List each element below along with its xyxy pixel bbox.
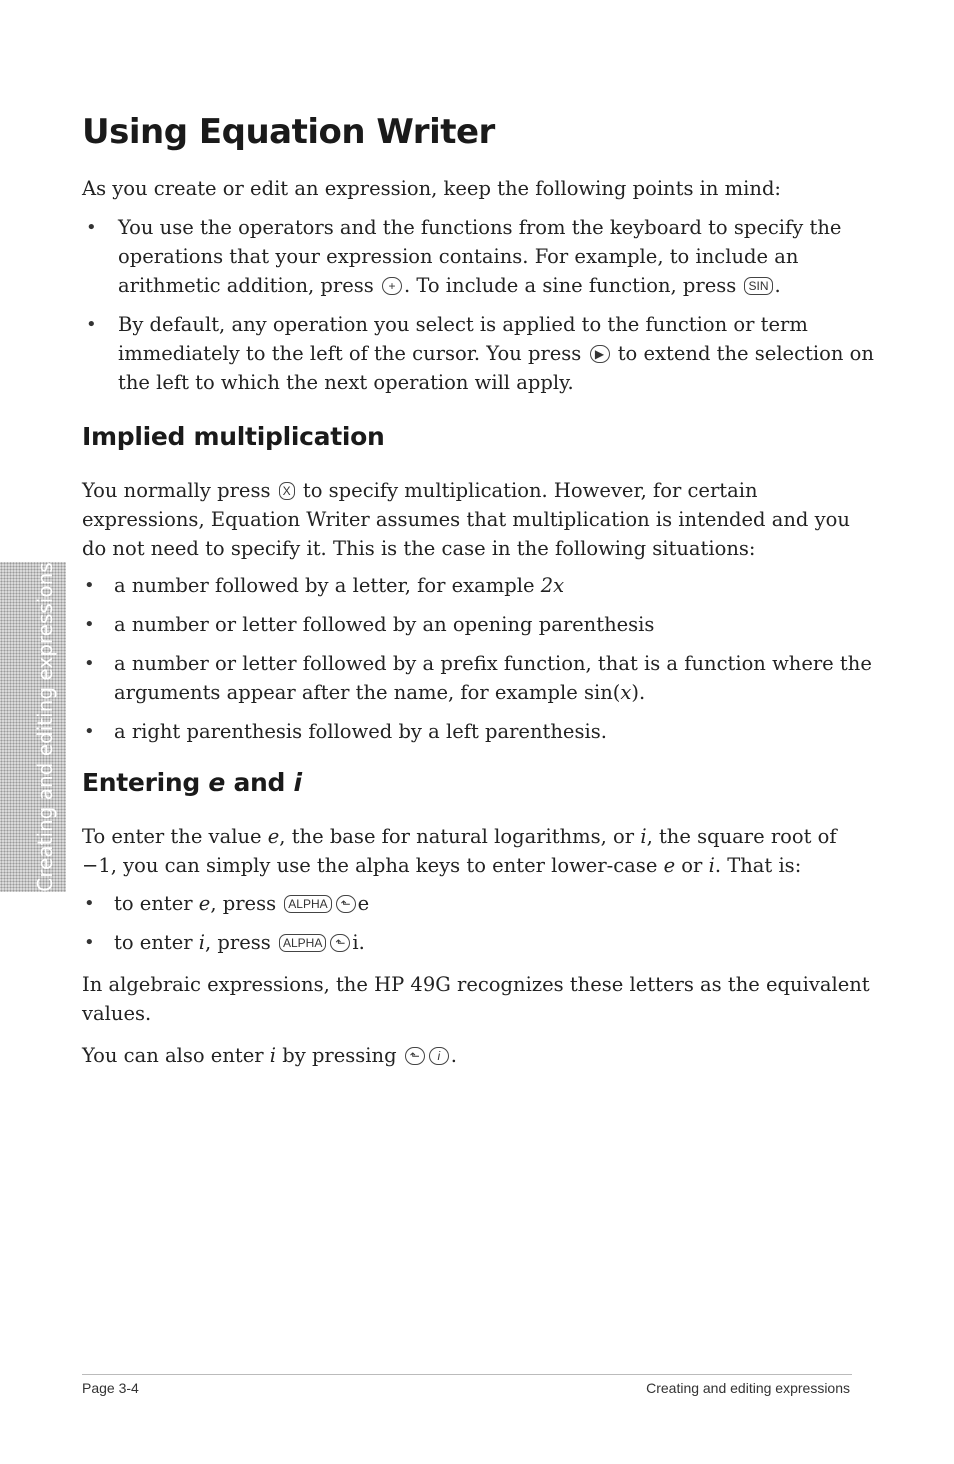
right-arrow-key: ▶ <box>590 345 610 363</box>
page-number: Page 3-4 <box>82 1380 139 1396</box>
list-item: • to enter e, press ALPHA ⬑ e <box>82 889 872 918</box>
footer-chapter-title: Creating and editing expressions <box>646 1380 850 1396</box>
list-item: • a number or letter followed by a prefix function, that is a function where the arguments appear after the name, for example sin(x). <box>82 649 872 707</box>
intro-paragraph <box>82 174 872 203</box>
i-key: i <box>429 1047 449 1065</box>
page-title: Using Equation Writer <box>82 112 495 152</box>
list-item: • You use the operators and the functions from the keyboard to specify the operations that your expression contains. For example, to include an arithmetic addition, press + . To include a sine function, press SIN . <box>84 213 876 300</box>
left-shift-key: ⬑ <box>330 934 350 952</box>
list-item: • a right parenthesis followed by a left parenthesis. <box>82 717 872 746</box>
list-item: • a number followed by a letter, for example 2x <box>82 571 872 600</box>
implied-list <box>82 571 872 756</box>
list-item: • to enter i, press ALPHA ⬑ i. <box>82 928 872 957</box>
list-item: • By default, any operation you select is applied to the function or term immediately to the left of the cursor. You press ▶ to extend the selection on the left to which the next operation will apply. <box>84 310 876 397</box>
left-shift-key: ⬑ <box>405 1047 425 1065</box>
sin-key: SIN <box>744 277 772 295</box>
entering-e-and-i-heading: Entering e and i <box>82 768 302 797</box>
entering-list <box>82 889 872 967</box>
implied-multiplication-heading: Implied multiplication <box>82 422 385 451</box>
also-enter-paragraph: You can also enter i by pressing ⬑ i . <box>82 1044 457 1067</box>
chapter-side-tab-label: Creating and editing expressions <box>33 562 57 892</box>
multiply-key: X <box>279 482 295 500</box>
points-list <box>84 213 876 407</box>
footer-divider <box>82 1374 852 1375</box>
implied-paragraph: You normally press X to specify multiplication. However, for certain expressions, Equation Writer assumes that multiplication is intended and you do not need to specify it. This is the case in the following situations: <box>82 479 850 560</box>
entering-paragraph: To enter the value e, the base for natural logarithms, or i, the square root of −1, you can simply use the alpha keys to enter lower-case e or i. That is: <box>82 825 837 877</box>
plus-key: + <box>382 277 402 295</box>
list-item: • a number or letter followed by an opening parenthesis <box>82 610 872 639</box>
alpha-key: ALPHA <box>279 934 326 952</box>
alpha-key: ALPHA <box>284 895 331 913</box>
algebraic-paragraph: In algebraic expressions, the HP 49G recognizes these letters as the equivalent values. <box>82 973 870 1025</box>
left-shift-key: ⬑ <box>336 895 356 913</box>
intro-text: As you create or edit an expression, keep the following points in mind: <box>82 177 781 200</box>
